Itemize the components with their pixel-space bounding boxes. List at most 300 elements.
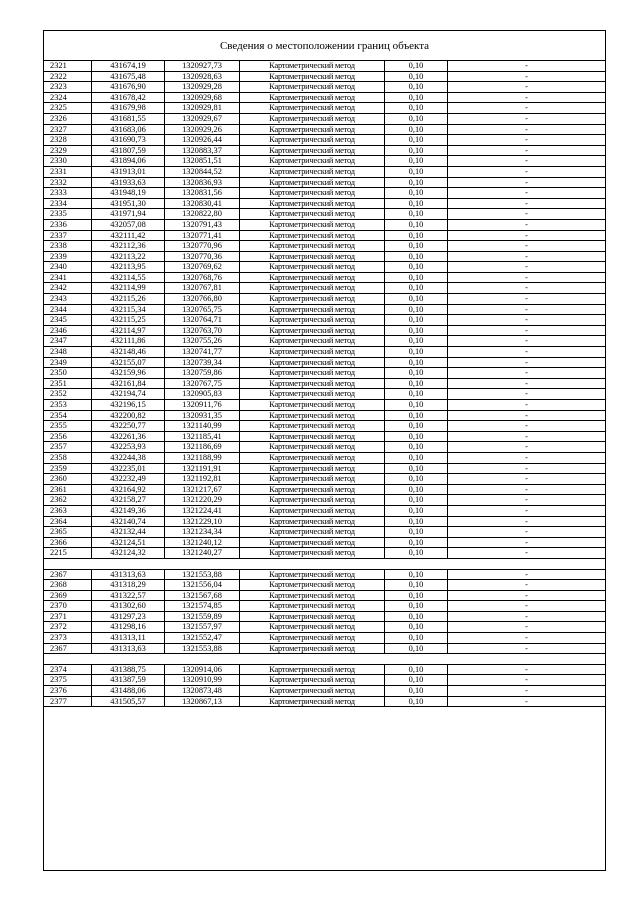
accuracy-cell: 0,10 [385,61,448,71]
coord-x-cell: 432115,34 [92,305,165,315]
point-number-cell: 2354 [44,411,92,421]
coord-y-cell: 1320929,68 [165,93,240,103]
coord-x-cell: 431951,30 [92,199,165,209]
point-number-cell: 2327 [44,125,92,135]
table-row [44,326,605,337]
point-number-cell: 2328 [44,135,92,145]
accuracy-cell: 0,10 [385,464,448,474]
method-cell: Картометрический метод [240,231,385,241]
note-cell: - [525,431,528,441]
note-cell: - [525,145,528,155]
accuracy-cell: 0,10 [385,548,448,558]
coord-x-cell: 432158,27 [92,495,165,505]
coord-x-cell: 432253,93 [92,442,165,452]
note-cell: - [525,378,528,388]
accuracy-cell: 0,10 [385,146,448,156]
table-row [44,612,605,623]
coord-y-cell: 1321188,99 [165,453,240,463]
coord-y-cell: 1321224,41 [165,506,240,516]
coord-y-cell: 1321192,81 [165,474,240,484]
table-row [44,432,605,443]
table-row [44,358,605,369]
method-cell: Картометрический метод [240,347,385,357]
accuracy-cell: 0,10 [385,252,448,262]
table-row [44,697,605,708]
point-number-cell: 2360 [44,474,92,484]
table-row [44,220,605,231]
accuracy-cell: 0,10 [385,336,448,346]
method-cell: Картометрический метод [240,411,385,421]
method-cell: Картометрический метод [240,188,385,198]
coord-x-cell: 431297,23 [92,612,165,622]
table-row [44,188,605,199]
coord-x-cell: 431971,94 [92,209,165,219]
accuracy-cell: 0,10 [385,442,448,452]
table-row [44,61,605,72]
table-row [44,453,605,464]
coord-y-cell: 1320767,75 [165,379,240,389]
method-cell: Картометрический метод [240,517,385,527]
method-cell: Картометрический метод [240,432,385,442]
coord-x-cell: 432250,77 [92,421,165,431]
coord-x-cell: 432232,49 [92,474,165,484]
method-cell: Картометрический метод [240,178,385,188]
coord-x-cell: 432194,74 [92,389,165,399]
coord-x-cell: 432164,92 [92,485,165,495]
note-cell: - [525,336,528,346]
table-row [44,591,605,602]
point-number-cell: 2334 [44,199,92,209]
point-number-cell: 2370 [44,601,92,611]
point-number-cell: 2362 [44,495,92,505]
point-number-cell: 2322 [44,72,92,82]
boundary-table [43,30,606,871]
coord-x-cell: 432235,01 [92,464,165,474]
method-cell: Картометрический метод [240,358,385,368]
coord-x-cell: 431681,55 [92,114,165,124]
point-number-cell: 2372 [44,622,92,632]
coord-x-cell: 432113,95 [92,262,165,272]
note-cell: - [525,71,528,81]
method-cell: Картометрический метод [240,464,385,474]
method-cell: Картометрический метод [240,220,385,230]
accuracy-cell: 0,10 [385,220,448,230]
note-cell: - [525,357,528,367]
point-number-cell: 2366 [44,538,92,548]
point-number-cell: 2345 [44,315,92,325]
point-number-cell: 2351 [44,379,92,389]
accuracy-cell: 0,10 [385,389,448,399]
coord-x-cell: 432124,32 [92,548,165,558]
coord-x-cell: 432196,15 [92,400,165,410]
coord-y-cell: 1320791,43 [165,220,240,230]
point-number-cell: 2364 [44,517,92,527]
point-number-cell: 2349 [44,358,92,368]
table-row [44,241,605,252]
coord-x-cell: 432115,25 [92,315,165,325]
method-cell: Картометрический метод [240,665,385,675]
coord-y-cell: 1321552,47 [165,633,240,643]
coord-x-cell: 431683,06 [92,125,165,135]
note-cell: - [525,484,528,494]
note-cell: - [525,113,528,123]
point-number-cell: 2367 [44,644,92,654]
note-cell: - [525,103,528,113]
table-row [44,570,605,581]
note-cell: - [525,643,528,653]
accuracy-cell: 0,10 [385,167,448,177]
note-cell: - [525,389,528,399]
accuracy-cell: 0,10 [385,262,448,272]
note-cell: - [525,198,528,208]
accuracy-cell: 0,10 [385,686,448,696]
table-row [44,411,605,422]
note-cell: - [525,675,528,685]
note-cell: - [525,505,528,515]
point-number-cell: 2365 [44,527,92,537]
point-number-cell: 2331 [44,167,92,177]
point-number-cell: 2340 [44,262,92,272]
coord-y-cell: 1321557,97 [165,622,240,632]
method-cell: Картометрический метод [240,675,385,685]
table-row [44,379,605,390]
point-number-cell: 2368 [44,580,92,590]
accuracy-cell: 0,10 [385,474,448,484]
accuracy-cell: 0,10 [385,368,448,378]
coord-x-cell: 431894,06 [92,156,165,166]
table-row [44,93,605,104]
coord-y-cell: 1320763,70 [165,326,240,336]
table-row [44,252,605,263]
note-cell: - [525,580,528,590]
note-cell: - [525,283,528,293]
coord-y-cell: 1321185,41 [165,432,240,442]
method-cell: Картометрический метод [240,305,385,315]
coord-y-cell: 1321556,04 [165,580,240,590]
coord-y-cell: 1320929,81 [165,103,240,113]
accuracy-cell: 0,10 [385,347,448,357]
note-cell: - [525,463,528,473]
point-number-cell: 2335 [44,209,92,219]
accuracy-cell: 0,10 [385,665,448,675]
coord-x-cell: 432111,42 [92,231,165,241]
table-row [44,485,605,496]
accuracy-cell: 0,10 [385,188,448,198]
table-row [44,517,605,528]
accuracy-cell: 0,10 [385,570,448,580]
note-cell: - [525,527,528,537]
note-cell: - [525,400,528,409]
coord-x-cell: 432261,36 [92,432,165,442]
coord-y-cell: 1320831,56 [165,188,240,198]
table-row [44,336,605,347]
method-cell: Картометрический метод [240,135,385,145]
note-cell: - [525,696,528,706]
coord-x-cell: 432200,82 [92,411,165,421]
note-cell: - [525,633,528,643]
method-cell: Картометрический метод [240,485,385,495]
coord-y-cell: 1320929,67 [165,114,240,124]
coord-x-cell: 432132,44 [92,527,165,537]
note-cell: - [525,294,528,304]
coord-y-cell: 1321186,69 [165,442,240,452]
method-cell: Картометрический метод [240,548,385,558]
note-cell: - [525,569,528,579]
point-number-cell: 2359 [44,464,92,474]
table-row [44,103,605,114]
coord-y-cell: 1320765,75 [165,305,240,315]
coord-y-cell: 1320769,62 [165,262,240,272]
coord-y-cell: 1320929,28 [165,82,240,92]
accuracy-cell: 0,10 [385,485,448,495]
note-cell: - [525,251,528,261]
method-cell: Картометрический метод [240,326,385,336]
accuracy-cell: 0,10 [385,432,448,442]
method-cell: Картометрический метод [240,283,385,293]
table-row [44,506,605,517]
note-cell: - [525,686,528,696]
table-row [44,283,605,294]
table-row [44,389,605,400]
method-cell: Картометрический метод [240,389,385,399]
section-separator [44,559,605,570]
note-cell: - [525,304,528,314]
note-cell: - [525,230,528,240]
table-row [44,601,605,612]
table-row [44,580,605,591]
coord-x-cell: 431387,59 [92,675,165,685]
point-number-cell: 2346 [44,326,92,336]
coord-y-cell: 1320844,52 [165,167,240,177]
method-cell: Картометрический метод [240,421,385,431]
coord-x-cell: 432114,99 [92,283,165,293]
coord-x-cell: 431679,98 [92,103,165,113]
coord-x-cell: 432124,51 [92,538,165,548]
coord-x-cell: 431948,19 [92,188,165,198]
point-number-cell: 2332 [44,178,92,188]
coord-y-cell: 1320867,13 [165,697,240,707]
method-cell: Картометрический метод [240,125,385,135]
coord-x-cell: 431313,11 [92,633,165,643]
coord-x-cell: 432115,26 [92,294,165,304]
coord-y-cell: 1321191,91 [165,464,240,474]
coord-y-cell: 1320851,51 [165,156,240,166]
table-row [44,262,605,273]
accuracy-cell: 0,10 [385,527,448,537]
point-number-cell: 2350 [44,368,92,378]
point-number-cell: 2361 [44,485,92,495]
method-cell: Картометрический метод [240,61,385,71]
note-cell: - [525,241,528,251]
table-row [44,125,605,136]
accuracy-cell: 0,10 [385,421,448,431]
point-number-cell: 2330 [44,156,92,166]
accuracy-cell: 0,10 [385,612,448,622]
method-cell: Картометрический метод [240,273,385,283]
point-number-cell: 2356 [44,432,92,442]
table-row [44,347,605,358]
point-number-cell: 2371 [44,612,92,622]
coord-x-cell: 431318,29 [92,580,165,590]
method-cell: Картометрический метод [240,114,385,124]
method-cell: Картометрический метод [240,442,385,452]
coord-y-cell: 1320905,83 [165,389,240,399]
coord-y-cell: 1321567,68 [165,591,240,601]
coord-x-cell: 431388,75 [92,665,165,675]
table-row [44,135,605,146]
note-cell: - [525,548,528,558]
note-cell: - [525,495,528,505]
coord-y-cell: 1320766,80 [165,294,240,304]
method-cell: Картометрический метод [240,262,385,272]
accuracy-cell: 0,10 [385,231,448,241]
note-cell: - [525,262,528,272]
method-cell: Картометрический метод [240,103,385,113]
point-number-cell: 2352 [44,389,92,399]
coord-x-cell: 431322,57 [92,591,165,601]
method-cell: Картометрический метод [240,580,385,590]
method-cell: Картометрический метод [240,633,385,643]
coord-y-cell: 1321553,88 [165,644,240,654]
point-number-cell: 2215 [44,548,92,558]
coord-y-cell: 1320770,36 [165,252,240,262]
coord-x-cell: 431676,90 [92,82,165,92]
method-cell: Картометрический метод [240,72,385,82]
method-cell: Картометрический метод [240,400,385,410]
table-row [44,146,605,157]
note-cell: - [525,188,528,198]
coord-x-cell: 431505,57 [92,697,165,707]
coord-y-cell: 1320830,41 [165,199,240,209]
point-number-cell: 2363 [44,506,92,516]
coord-x-cell: 431488,06 [92,686,165,696]
accuracy-cell: 0,10 [385,103,448,113]
accuracy-cell: 0,10 [385,241,448,251]
note-cell: - [525,272,528,282]
table-row [44,548,605,559]
table-row [44,527,605,538]
point-number-cell: 2353 [44,400,92,410]
point-number-cell: 2342 [44,283,92,293]
accuracy-cell: 0,10 [385,209,448,219]
accuracy-cell: 0,10 [385,506,448,516]
coord-y-cell: 1320927,73 [165,61,240,71]
coord-y-cell: 1320883,37 [165,146,240,156]
method-cell: Картометрический метод [240,474,385,484]
table-row [44,665,605,676]
method-cell: Картометрический метод [240,570,385,580]
coord-x-cell: 432111,86 [92,336,165,346]
coord-y-cell: 1321574,85 [165,601,240,611]
coord-x-cell: 431674,19 [92,61,165,71]
point-number-cell: 2375 [44,675,92,685]
coord-y-cell: 1321559,89 [165,612,240,622]
accuracy-cell: 0,10 [385,273,448,283]
note-cell: - [525,209,528,219]
accuracy-cell: 0,10 [385,538,448,548]
note-cell: - [525,590,528,600]
table-row [44,675,605,686]
coord-x-cell: 431313,63 [92,644,165,654]
table-row [44,644,605,655]
note-cell: - [525,82,528,92]
accuracy-cell: 0,10 [385,114,448,124]
accuracy-cell: 0,10 [385,135,448,145]
note-cell: - [525,601,528,611]
accuracy-cell: 0,10 [385,326,448,336]
accuracy-cell: 0,10 [385,199,448,209]
point-number-cell: 2326 [44,114,92,124]
note-cell: - [525,92,528,102]
coord-y-cell: 1320914,06 [165,665,240,675]
point-number-cell: 2373 [44,633,92,643]
accuracy-cell: 0,10 [385,495,448,505]
table-row [44,421,605,432]
method-cell: Картометрический метод [240,241,385,251]
accuracy-cell: 0,10 [385,580,448,590]
point-number-cell: 2323 [44,82,92,92]
note-cell: - [525,442,528,452]
method-cell: Картометрический метод [240,368,385,378]
coord-x-cell: 432149,36 [92,506,165,516]
note-cell: - [525,124,528,134]
coord-y-cell: 1320771,41 [165,231,240,241]
coord-x-cell: 432114,97 [92,326,165,336]
coord-y-cell: 1320755,26 [165,336,240,346]
method-cell: Картометрический метод [240,146,385,156]
coord-y-cell: 1321553,88 [165,570,240,580]
table-row [44,464,605,475]
accuracy-cell: 0,10 [385,622,448,632]
accuracy-cell: 0,10 [385,294,448,304]
point-number-cell: 2339 [44,252,92,262]
note-cell: - [525,474,528,484]
accuracy-cell: 0,10 [385,72,448,82]
coord-y-cell: 1320764,71 [165,315,240,325]
accuracy-cell: 0,10 [385,453,448,463]
method-cell: Картометрический метод [240,336,385,346]
note-cell: - [525,516,528,526]
point-number-cell: 2341 [44,273,92,283]
point-number-cell: 2357 [44,442,92,452]
table-row [44,495,605,506]
method-cell: Картометрический метод [240,315,385,325]
coord-y-cell: 1320873,48 [165,686,240,696]
point-number-cell: 2324 [44,93,92,103]
coord-x-cell: 432112,36 [92,241,165,251]
section-separator [44,654,605,665]
coord-x-cell: 432148,46 [92,347,165,357]
accuracy-cell: 0,10 [385,156,448,166]
point-number-cell: 2377 [44,697,92,707]
method-cell: Картометрический метод [240,453,385,463]
coord-y-cell: 1320926,44 [165,135,240,145]
coord-x-cell: 431675,48 [92,72,165,82]
coord-y-cell: 1320767,81 [165,283,240,293]
table-row [44,231,605,242]
accuracy-cell: 0,10 [385,517,448,527]
method-cell: Картометрический метод [240,294,385,304]
method-cell: Картометрический метод [240,644,385,654]
note-cell: - [525,664,528,674]
coord-y-cell: 1321140,99 [165,421,240,431]
accuracy-cell: 0,10 [385,93,448,103]
coord-y-cell: 1320770,96 [165,241,240,251]
table-row [44,167,605,178]
point-number-cell: 2329 [44,146,92,156]
method-cell: Картометрический метод [240,697,385,707]
coord-x-cell: 431313,63 [92,570,165,580]
